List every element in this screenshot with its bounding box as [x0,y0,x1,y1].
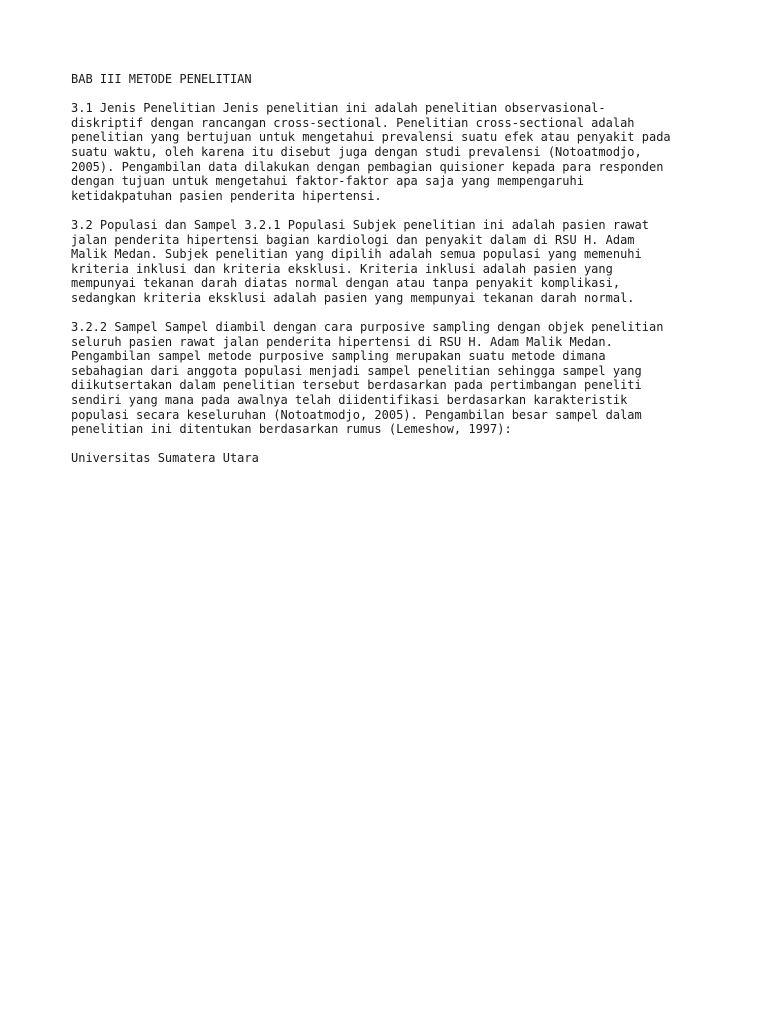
paragraph-line: 2005). Pengambilan data dilakukan dengan pembagian quisioner kepada para responden [71,159,664,174]
paragraph-line: populasi secara keseluruhan (Notoatmodjo, 2005). Pengambilan besar sampel dalam [71,407,642,422]
paragraph-line: 3.2.2 Sampel Sampel diambil dengan cara purposive sampling dengan objek penelitian [71,320,664,335]
paragraph-line: jalan penderita hipertensi bagian kardiologi dan penyakit dalam di RSU H. Adam [71,232,635,247]
document-title: BAB III METODE PENELITIAN [71,72,252,86]
paragraph-line: dengan tujuan untuk mengetahui faktor-faktor apa saja yang mempengaruhi [71,174,584,189]
document-footer: Universitas Sumatera Utara [71,451,259,466]
paragraph-line: penelitian ini ditentukan berdasarkan rumus (Lemeshow, 1997): [71,422,512,437]
paragraph-line: Malik Medan. Subjek penelitian yang dipilih adalah semua populasi yang memenuhi [71,247,642,262]
paragraph-line: seluruh pasien rawat jalan penderita hipertensi di RSU H. Adam Malik Medan. [71,334,613,349]
paragraph-line: penelitian yang bertujuan untuk mengetahui prevalensi suatu efek atau penyakit pada [71,130,671,145]
paragraph-line: Pengambilan sampel metode purposive sampling merupakan suatu metode dimana [71,349,606,364]
paragraph-line: diskriptif dengan rancangan cross-sectional. Penelitian cross-sectional adalah [71,115,635,130]
paragraph-line: mempunyai tekanan darah diatas normal dengan atau tanpa penyakit komplikasi, [71,276,621,291]
document-page [71,72,721,466]
paragraph-line: kriteria inklusi dan kriteria eksklusi. Kriteria inklusi adalah pasien yang [71,261,613,276]
paragraph-jenis-penelitian [71,101,721,203]
paragraph-line: sedangkan kriteria eksklusi adalah pasien yang mempunyai tekanan darah normal. [71,290,635,305]
paragraph-populasi [71,218,721,306]
paragraph-line: suatu waktu, oleh karena itu disebut juga dengan studi prevalensi (Notoatmodjo, [71,144,642,159]
paragraph-line: diikutsertakan dalam penelitian tersebut berdasarkan pada pertimbangan peneliti [71,378,642,393]
paragraph-sampel [71,320,721,437]
paragraph-line: sebahagian dari anggota populasi menjadi sampel penelitian sehingga sampel yang [71,363,642,378]
paragraph-line: 3.1 Jenis Penelitian Jenis penelitian ini adalah penelitian observasional- [71,101,606,116]
paragraph-line: ketidakpatuhan pasien penderita hipertensi. [71,188,382,203]
paragraph-line: sendiri yang mana pada awalnya telah diidentifikasi berdasarkan karakteristik [71,393,628,408]
paragraph-line: 3.2 Populasi dan Sampel 3.2.1 Populasi Subjek penelitian ini adalah pasien rawat [71,217,649,232]
